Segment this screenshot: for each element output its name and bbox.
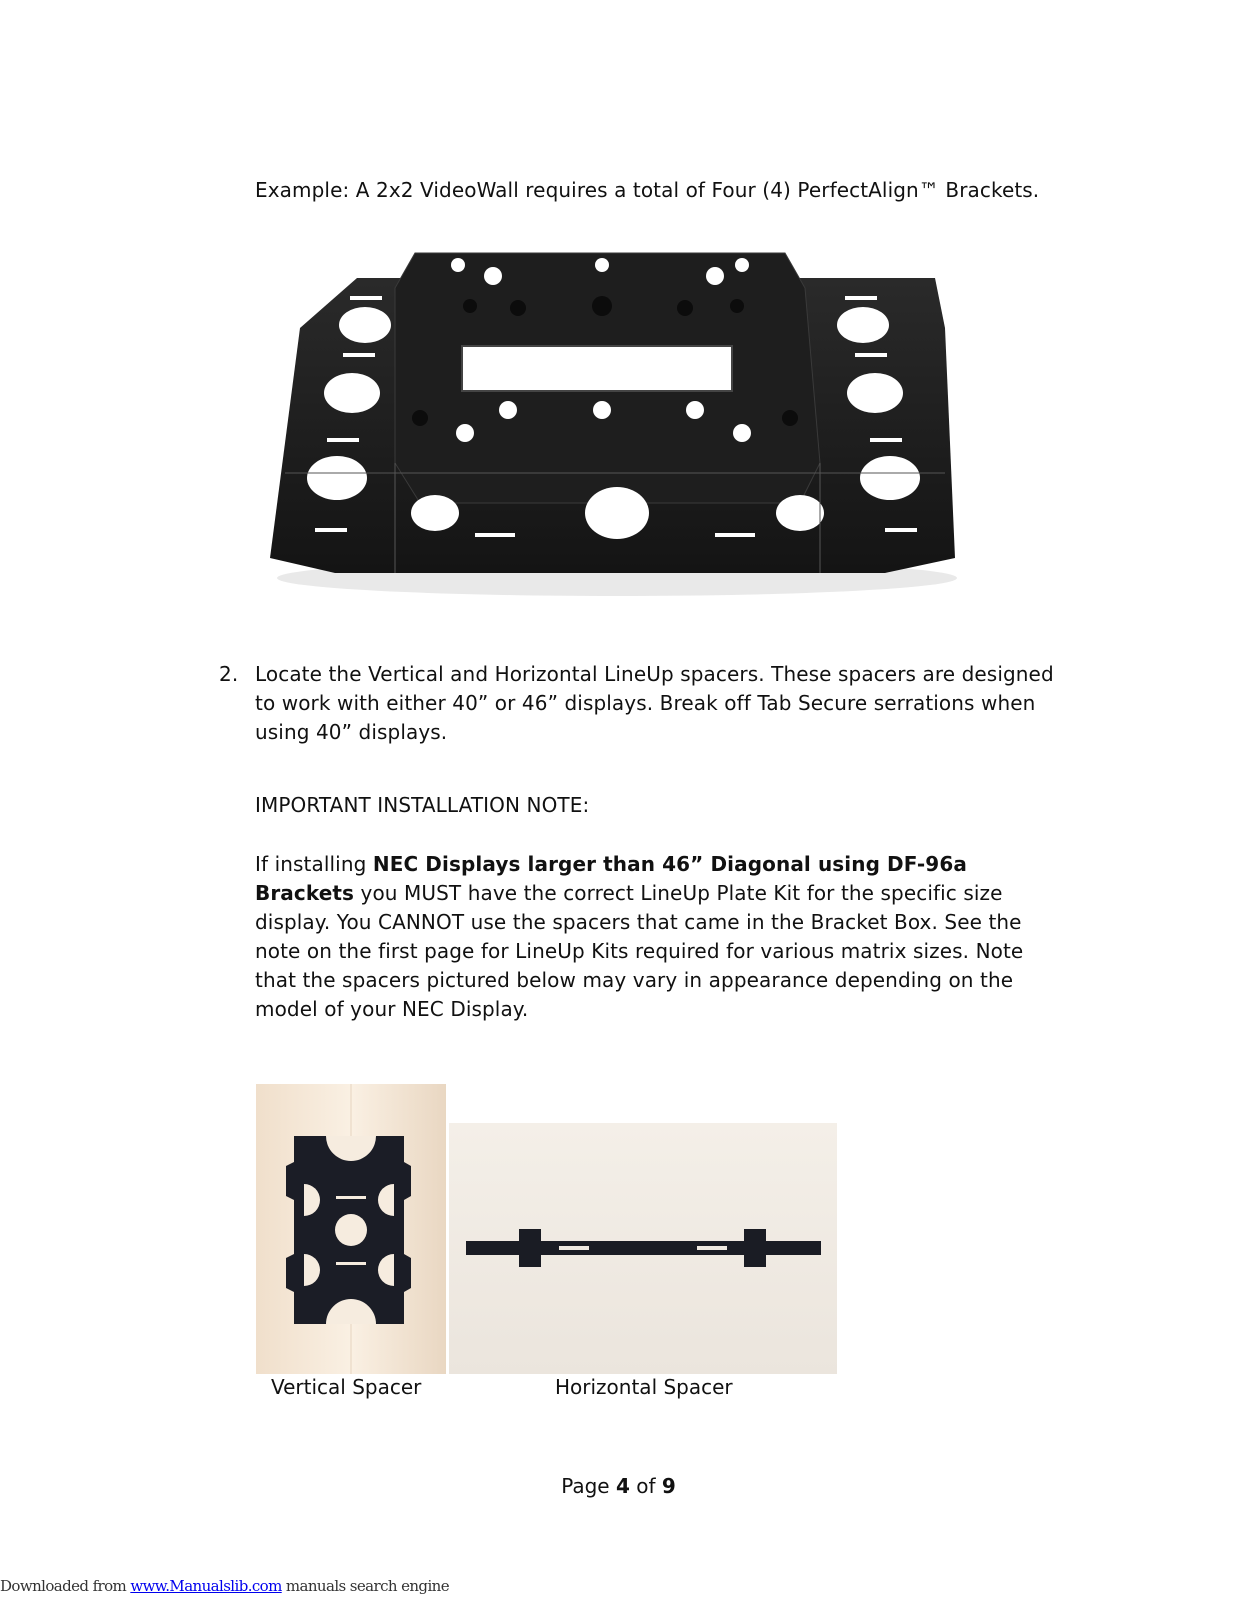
example-text: Example: A 2x2 VideoWall requires a total of Four (4) PerfectAlign™ Brackets. (255, 178, 1040, 202)
footer-suffix: manuals search engine (281, 1577, 449, 1595)
note-heading: IMPORTANT INSTALLATION NOTE: (255, 793, 590, 817)
step-number: 2. (219, 662, 239, 686)
download-footer (0, 1577, 449, 1595)
page-prefix: Page (561, 1474, 616, 1498)
vertical-spacer-caption: Vertical Spacer (271, 1375, 422, 1399)
horizontal-spacer-image (449, 1123, 837, 1374)
page-current: 4 (615, 1474, 630, 1498)
note-paragraph (255, 850, 1055, 1024)
manualslib-link[interactable]: www.Manualslib.com (130, 1577, 282, 1595)
page-number (0, 1474, 1237, 1498)
page-total: 9 (661, 1474, 676, 1498)
note-rest: you MUST have the correct LineUp Plate Kit for the specific size display. You CANNOT use the spacers that came in the Bracket Box. See the note on the first page for LineUp Kits required for various matrix sizes. Note that the spacers pictured below may vary in appearance depending on the model of your NEC Display. (255, 881, 1024, 1021)
page-middle: of (629, 1474, 662, 1498)
horizontal-spacer-caption: Horizontal Spacer (555, 1375, 733, 1399)
footer-prefix: Downloaded from (0, 1577, 131, 1595)
step-2-text: Locate the Vertical and Horizontal LineUp spacers. These spacers are designed to work with either 40” or 46” displays. Break off Tab Secure serrations when using 40” displays. (255, 662, 1054, 744)
vertical-spacer-image (256, 1084, 446, 1374)
note-bold: NEC Displays larger than 46” Diagonal using DF-96a Brackets (255, 852, 967, 905)
perfectalign-bracket-image (245, 228, 987, 613)
note-prefix: If installing (255, 852, 373, 876)
